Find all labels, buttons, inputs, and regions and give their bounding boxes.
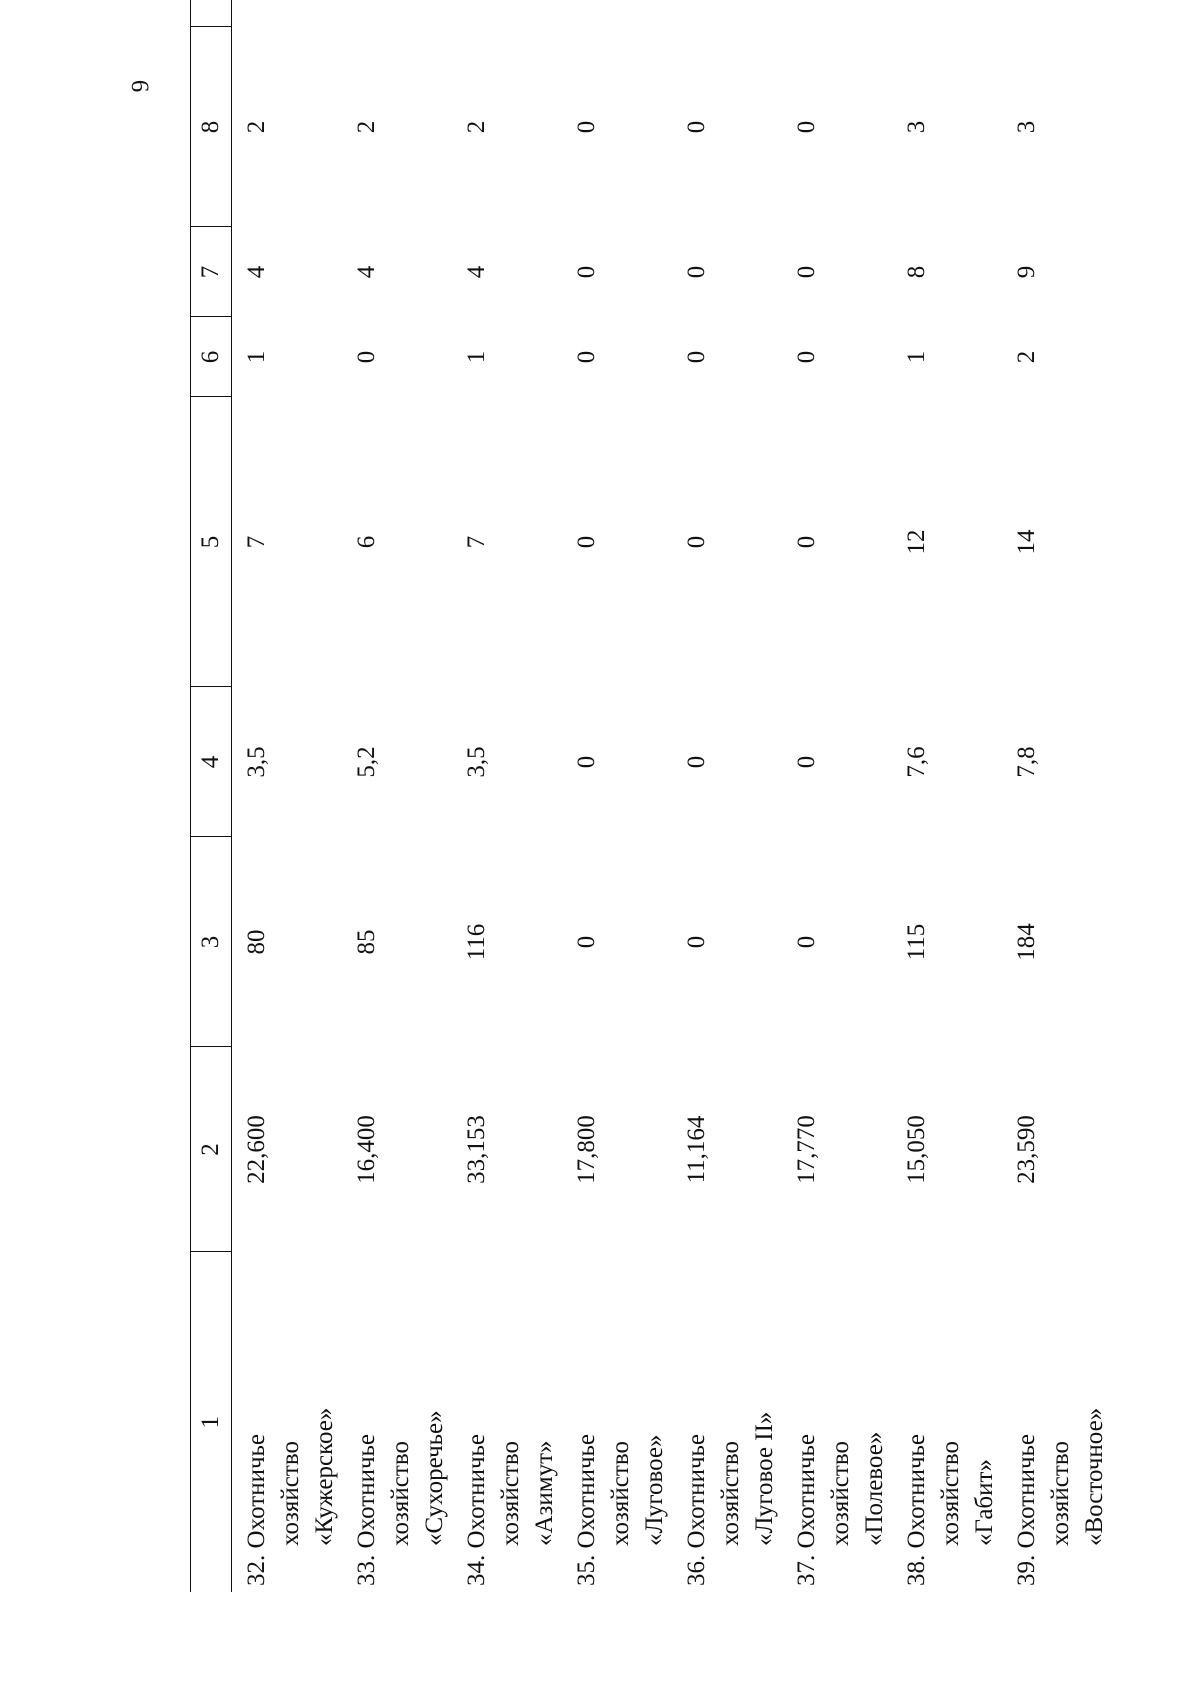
value-cell-col-8: 9	[1013, 265, 1040, 279]
value-cell-col-7: 0	[573, 350, 600, 364]
value-cell-col-4: 80	[243, 929, 270, 955]
value-cell-col-8: 4	[243, 265, 270, 279]
hunting-ground-name-line: «Восточное»	[1081, 1407, 1108, 1546]
hunting-ground-name-line: «Луговое II»	[751, 1411, 778, 1546]
table-row	[782, 0, 892, 1592]
value-cell-col-7: 2	[1013, 350, 1040, 364]
hunting-ground-name-line: «Сухоречье»	[421, 1410, 448, 1546]
value-cell-col-5: 3,5	[463, 746, 490, 778]
value-cell-col-3: 33,153	[463, 1115, 490, 1184]
value-cell-col-9: 0	[683, 120, 710, 134]
value-cell-col-4: 0	[573, 935, 600, 949]
hunting-ground-name	[672, 1252, 782, 1592]
hunting-ground-name-line: 38. Охотничье	[903, 1433, 930, 1586]
hunting-ground-name	[342, 1252, 452, 1592]
value-cell-col-8: 4	[463, 265, 490, 279]
value-cell-col-6: 12	[903, 529, 930, 555]
page-number: 6	[126, 79, 153, 93]
value-cell-col-3: 16,400	[353, 1115, 380, 1184]
value-cell-col-4: 116	[463, 923, 490, 961]
header-cell: 3	[191, 837, 232, 1047]
table-row	[562, 0, 672, 1592]
hunting-ground-name-line: хозяйство	[827, 1441, 854, 1546]
value-cell-col-3: 23,590	[1013, 1115, 1040, 1184]
value-cell-col-9: 3	[903, 120, 930, 134]
value-cell-col-5: 3,5	[243, 746, 270, 778]
value-cell-col-8: 4	[353, 265, 380, 279]
header-row	[191, 0, 232, 1592]
value-cell-col-8: 0	[683, 265, 710, 279]
hunting-ground-name-line: 32. Охотничье	[243, 1433, 270, 1586]
table-body	[232, 0, 1113, 1592]
value-cell-col-7: 0	[683, 350, 710, 364]
table-row	[1002, 0, 1112, 1592]
value-cell-col-6: 6	[353, 535, 380, 549]
hunting-ground-name	[892, 1252, 1002, 1592]
value-cell-col-8: 8	[903, 265, 930, 279]
value-cell-col-5: 0	[683, 755, 710, 769]
hunting-ground-name	[1002, 1252, 1112, 1592]
hunting-ground-name-line: хозяйство	[387, 1441, 414, 1546]
value-cell-col-4: 0	[793, 935, 820, 949]
hunting-ground-name-line: 34. Охотничье	[463, 1433, 490, 1586]
value-cell-col-5: 7,6	[903, 746, 930, 778]
value-cell-col-6: 0	[573, 535, 600, 549]
value-cell-col-6: 7	[463, 535, 490, 549]
hunting-ground-name-line: 37. Охотничье	[793, 1433, 820, 1586]
value-cell-col-6: 0	[683, 535, 710, 549]
value-cell-col-3: 22,600	[243, 1115, 270, 1184]
header-cell: 8	[191, 27, 232, 227]
value-cell-col-7: 0	[793, 350, 820, 364]
value-cell-col-3: 11,164	[683, 1115, 710, 1184]
table-row	[452, 0, 562, 1592]
value-cell-col-8: 0	[793, 265, 820, 279]
value-cell-col-3: 15,050	[903, 1115, 930, 1184]
table-row	[232, 0, 343, 1592]
header-cell: 2	[191, 1047, 232, 1252]
hunting-ground-name-line: «Кужерское»	[311, 1407, 338, 1546]
rotated-table-page	[190, 102, 1108, 1592]
hunting-ground-name-line: «Полевое»	[861, 1431, 888, 1546]
value-cell-col-5: 0	[573, 755, 600, 769]
value-cell-col-6: 7	[243, 535, 270, 549]
table-row	[342, 0, 452, 1592]
value-cell-col-9: 2	[243, 120, 270, 134]
header-cell	[191, 0, 232, 27]
value-cell-col-4: 0	[683, 935, 710, 949]
hunting-ground-name-line: 36. Охотничье	[683, 1433, 710, 1586]
hunting-ground-name-line: «Азимут»	[531, 1440, 558, 1546]
value-cell-col-5: 7,8	[1013, 746, 1040, 778]
header-cell: 4	[191, 687, 232, 837]
table-row	[892, 0, 1002, 1592]
value-cell-col-9: 2	[353, 120, 380, 134]
hunting-ground-name	[452, 1252, 562, 1592]
value-cell-col-3: 17,800	[573, 1115, 600, 1184]
value-cell-col-7: 0	[353, 350, 380, 364]
value-cell-col-8: 0	[573, 265, 600, 279]
hunting-ground-name	[232, 1252, 343, 1592]
header-cell: 7	[191, 227, 232, 317]
value-cell-col-9: 0	[573, 120, 600, 134]
hunting-ground-name-line: хозяйство	[607, 1441, 634, 1546]
value-cell-col-6: 14	[1013, 529, 1040, 555]
hunting-ground-name-line: хозяйство	[277, 1441, 304, 1546]
hunting-ground-name-line: хозяйство	[717, 1441, 744, 1546]
hunting-ground-name-line: 35. Охотничье	[573, 1433, 600, 1586]
hunting-ground-name	[562, 1252, 672, 1592]
header-cell: 1	[191, 1252, 232, 1592]
value-cell-col-6: 0	[793, 535, 820, 549]
value-cell-col-7: 1	[463, 350, 490, 364]
value-cell-col-9: 2	[463, 120, 490, 134]
header-cell: 5	[191, 397, 232, 687]
value-cell-col-3: 17,770	[793, 1115, 820, 1184]
hunting-ground-name-line: 39. Охотничье	[1013, 1433, 1040, 1586]
hunting-ground-name-line: «Луговое»	[641, 1434, 668, 1546]
hunting-ground-name-line: хозяйство	[1047, 1441, 1074, 1546]
hunting-ground-name-line: «Габит»	[971, 1459, 998, 1546]
value-cell-col-7: 1	[903, 350, 930, 364]
hunting-ground-name-line: хозяйство	[497, 1441, 524, 1546]
value-cell-col-4: 184	[1013, 923, 1040, 961]
hunting-grounds-table	[190, 0, 1112, 1592]
value-cell-col-5: 0	[793, 755, 820, 769]
hunting-ground-name-line: хозяйство	[937, 1441, 964, 1546]
value-cell-col-7: 1	[243, 350, 270, 364]
table-row	[672, 0, 782, 1592]
value-cell-col-5: 5,2	[353, 746, 380, 778]
value-cell-col-4: 85	[353, 929, 380, 955]
value-cell-col-4: 115	[903, 923, 930, 961]
hunting-ground-name-line: 33. Охотничье	[353, 1433, 380, 1586]
header-cell: 6	[191, 317, 232, 397]
value-cell-col-9: 0	[793, 120, 820, 134]
value-cell-col-9: 3	[1013, 120, 1040, 134]
hunting-ground-name	[782, 1252, 892, 1592]
